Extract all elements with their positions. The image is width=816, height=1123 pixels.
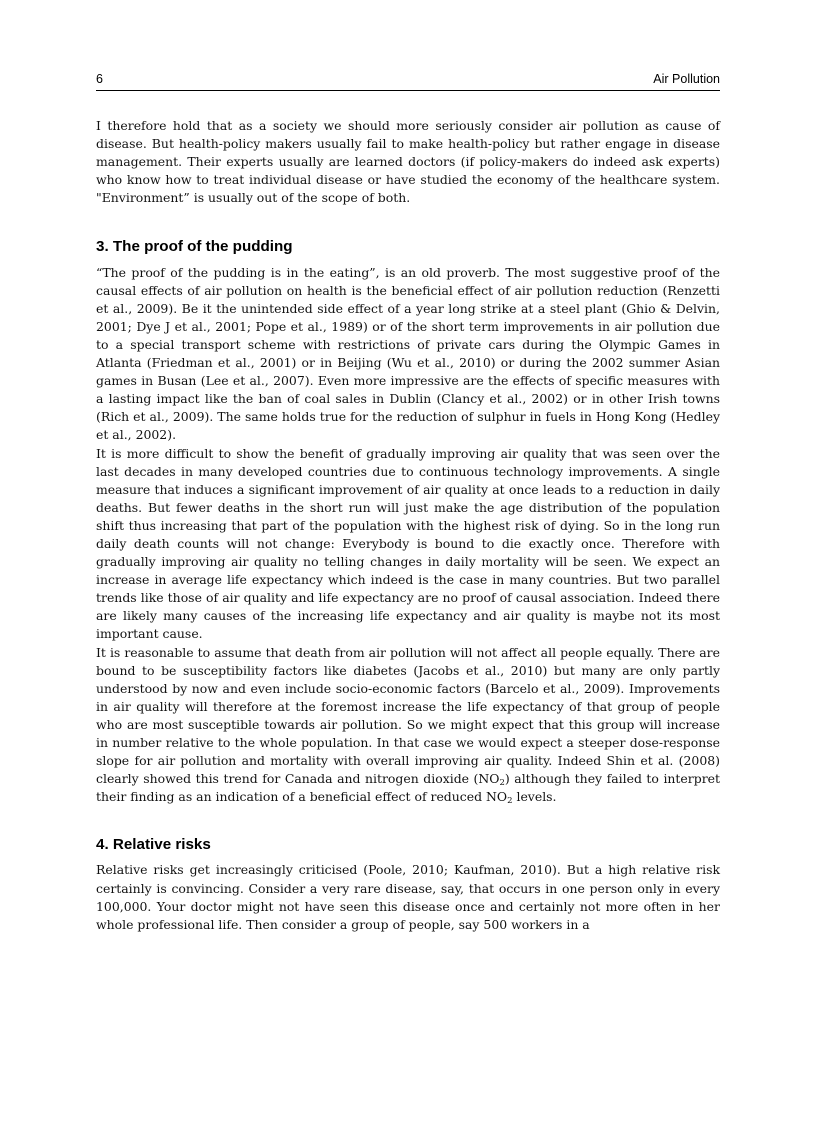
section-3-paragraph-3-part-a: It is reasonable to assume that death from air pollution will not affect all people equally. There are bound to be susceptibility factors like diabetes (Jacobs et al., 2010) but many are only partly understood by now and even include socio-economic factors (Barcelo et al., 2009). Improvements in air quality will therefore at the foremost increase the life expectancy of that group of people who are most susceptible towards air pollution. So we might expect that this group will increase in number relative to the whole population. In that case we would expect a steeper dose-response slope for air pollution and mortality with overall improving air quality. Indeed Shin et al. (2008) clearly showed this trend for Canada and nitrogen dioxide (NO — [96, 644, 720, 787]
section-4-paragraph-1: Relative risks get increasingly criticised (Poole, 2010; Kaufman, 2010). But a high relative risk certainly is convincing. Consider a very rare disease, say, that occurs in one person only in every 100,000. Your doctor might not have seen this disease once and certainly not more often in her whole professional life. Then consider a group of people, say 500 workers in a — [96, 862, 720, 932]
no2-subscript: 2 — [499, 778, 505, 789]
running-header — [96, 70, 720, 91]
section-3-paragraph-1: “The proof of the pudding is in the eating”, is an old proverb. The most suggestive proof of the causal effects of air pollution on health is the beneficial effect of air pollution reduction (Renzetti et al., 2009). Be it the unintended side effect of a year long strike at a steel plant (Ghio & Delvin, 2001; Dye J et al., 2001; Pope et al., 1989) or of the short term improvements in air pollution due to a special transport scheme with restrictions of private cars during the Olympic Games in Atlanta (Friedman et al., 2001) or in Beijing (Wu et al., 2010) or during the 2002 summer Asian games in Busan (Lee et al., 2007). Even more impressive are the effects of specific measures with a lasting impact like the ban of coal sales in Dublin (Clancy et al., 2002) or in other Irish towns (Rich et al., 2009). The same holds true for the reduction of sulphur in fuels in Hong Kong (Hedley et al., 2002). — [96, 264, 720, 443]
running-title: Air Pollution — [653, 72, 720, 86]
page-number: 6 — [96, 72, 103, 86]
body-text — [96, 117, 720, 934]
section-4-heading: 4. Relative risks — [96, 836, 211, 854]
section-3-paragraph-3 — [96, 644, 720, 807]
section-3-heading: 3. The proof of the pudding — [96, 238, 293, 256]
no2-subscript: 2 — [507, 796, 513, 807]
section-3-paragraph-3-part-c: levels. — [512, 789, 557, 805]
section-3-paragraph-3-part-b: ) although they failed to interpret their finding as an indication of a beneficial effect of reduced NO — [96, 771, 720, 805]
section-3-paragraph-2: It is more difficult to show the benefit of gradually improving air quality that was seen over the last decades in many developed countries due to continuous technology improvements. A single measure that induces a significant improvement of air quality at once leads to a reduction in daily deaths. But fewer deaths in the short run will just make the age distribution of the population shift thus increasing that part of the population with the highest risk of dying. So in the long run daily death counts will not change: Everybody is bound to die exactly once. Therefore with gradually improving air quality no telling changes in daily mortality will be seen. We expect an increase in average life expectancy which indeed is the case in many countries. But two parallel trends like those of air quality and life expectancy are no proof of causal association. Indeed there are likely many causes of the increasing life expectancy and air quality is maybe not its most important cause. — [96, 445, 720, 642]
intro-paragraph: I therefore hold that as a society we should more seriously consider air pollution as cause of disease. But health-policy makers usually fail to make health-policy but rather engage in disease management. Their experts usually are learned doctors (if policy-makers do indeed ask experts) who know how to treat individual disease or have studied the economy of the healthcare system. "Environment” is usually out of the scope of both. — [96, 118, 720, 206]
